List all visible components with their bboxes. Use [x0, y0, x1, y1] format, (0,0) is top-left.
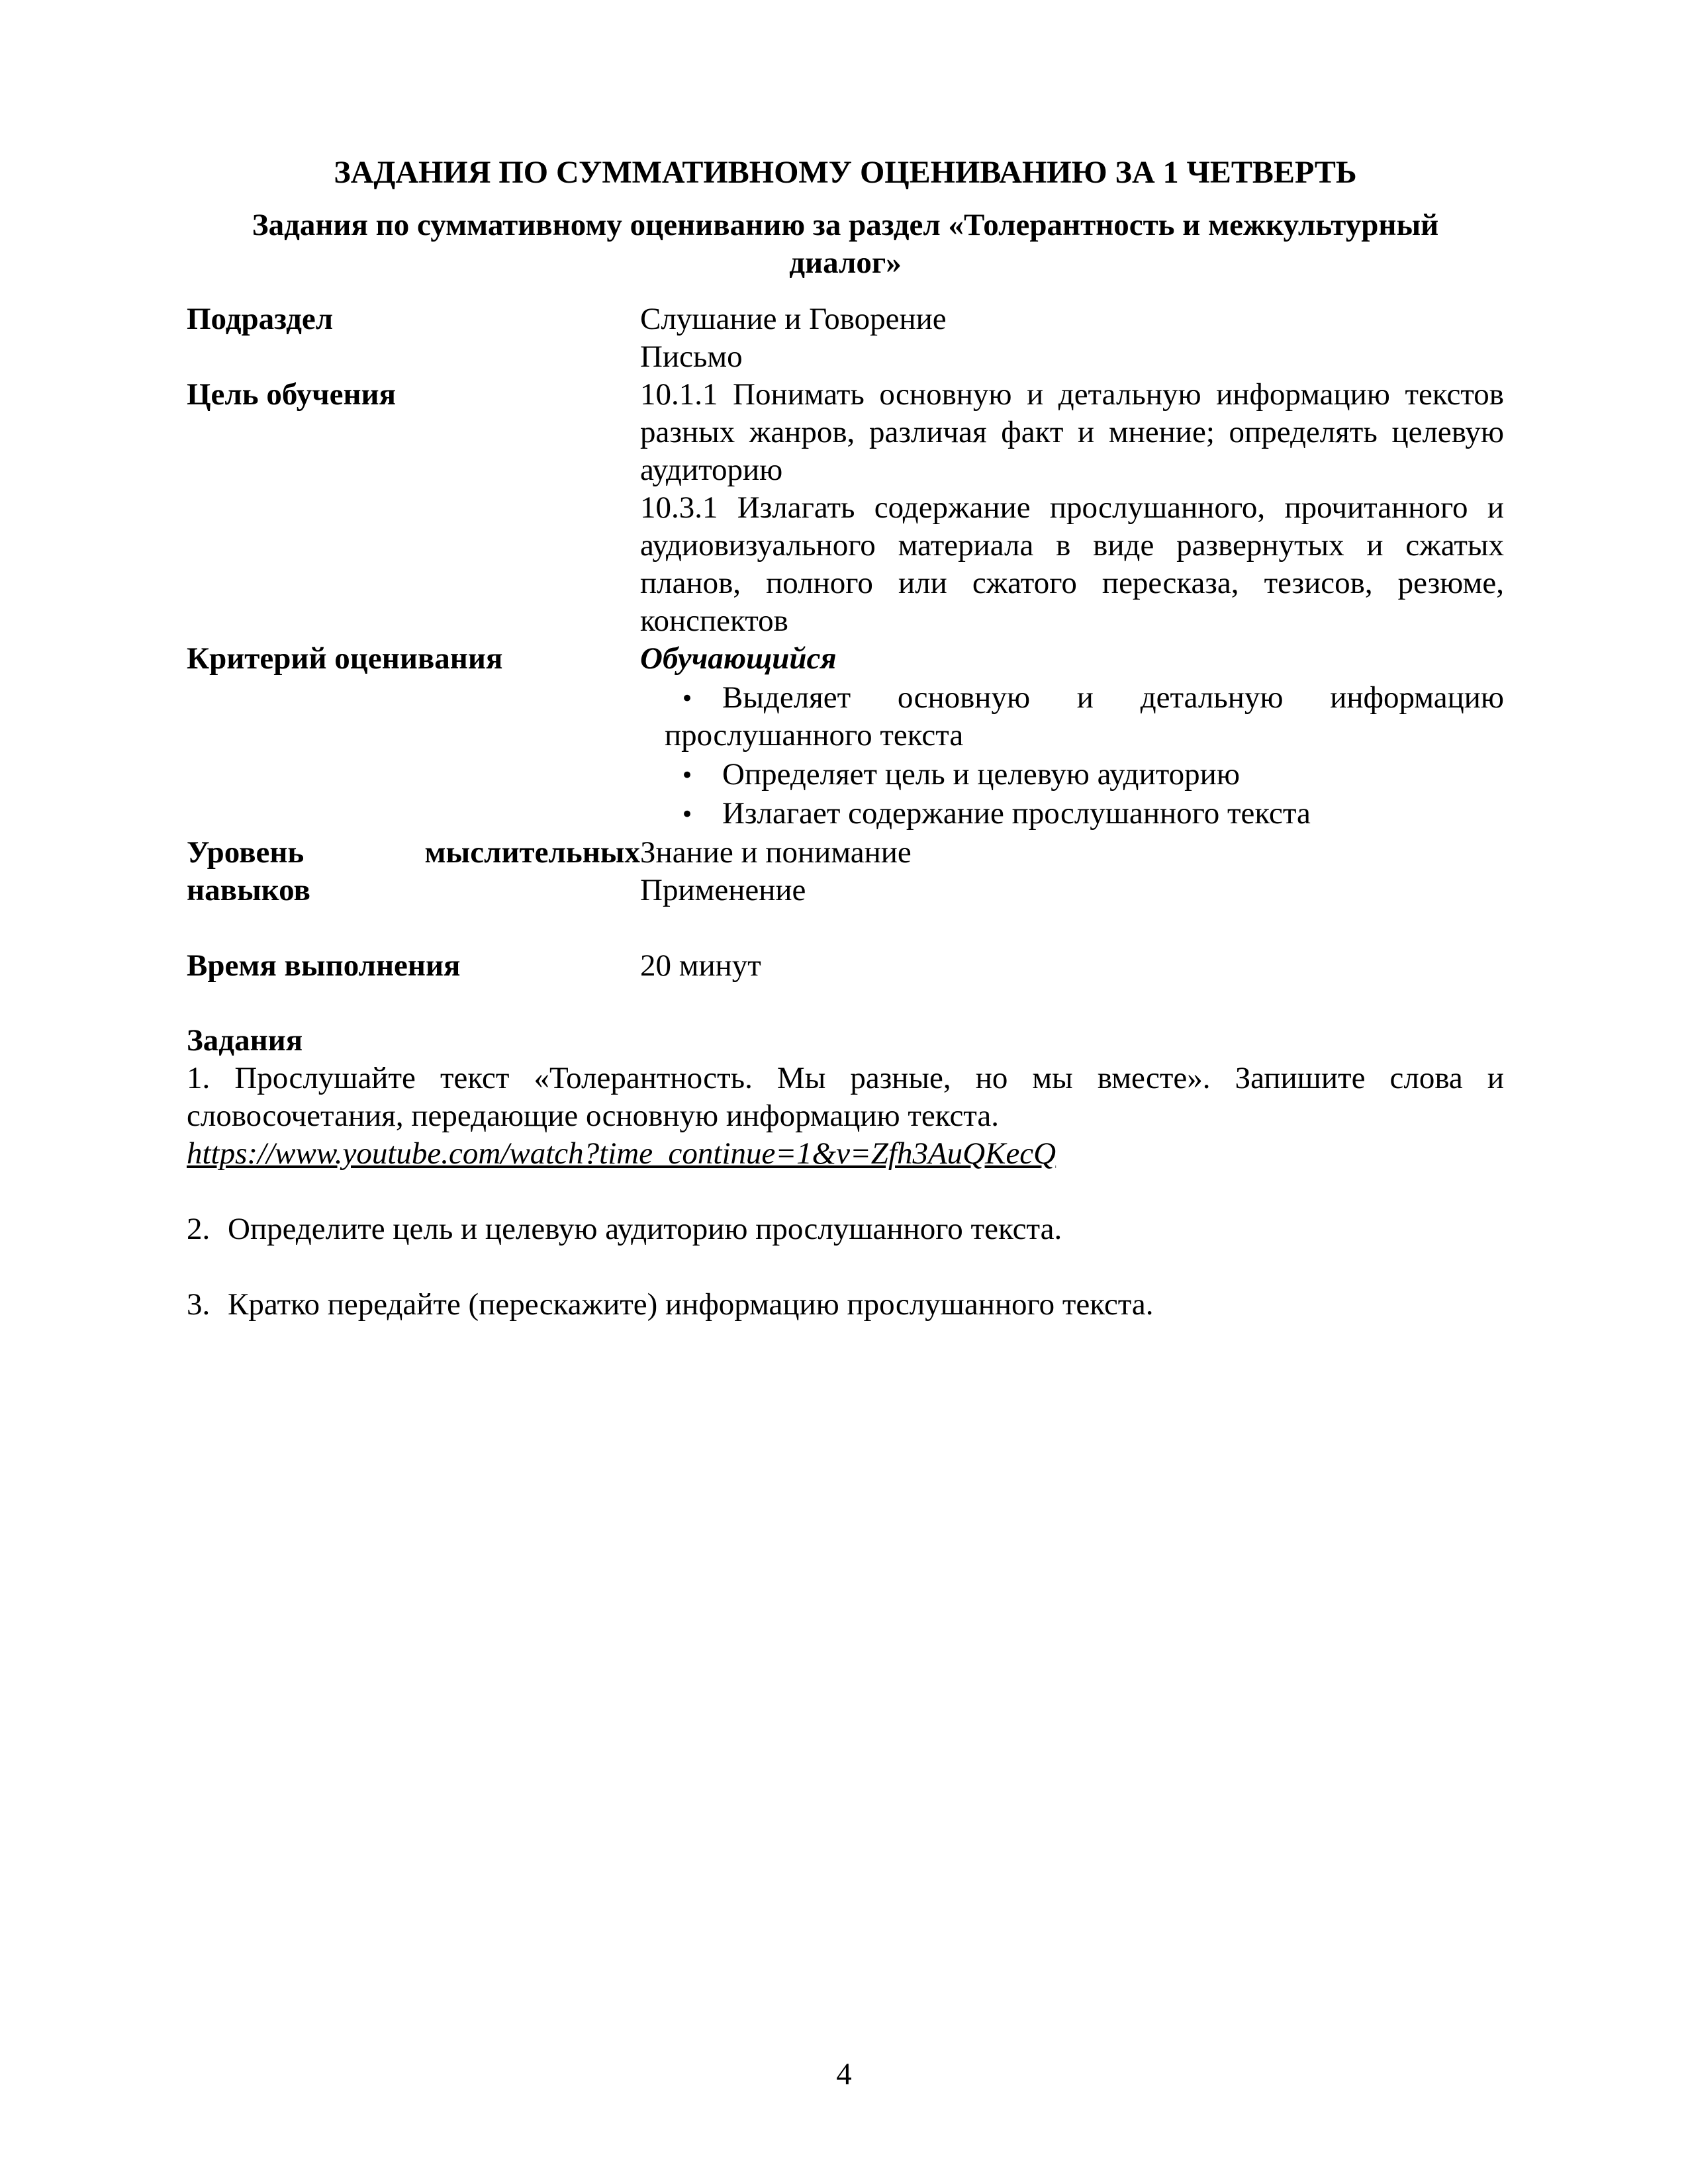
row-subsection	[187, 300, 1504, 376]
label-subsection: Подраздел	[187, 302, 334, 336]
value-thinking-level	[640, 834, 1504, 909]
value-learning-goal	[640, 376, 1504, 640]
subsection-value-1: Слушание и Говорение	[640, 302, 947, 336]
thinking-level-label-line1: Уровень мыслительных	[187, 835, 640, 870]
page-number: 4	[836, 2057, 852, 2091]
task-1-link[interactable]: https://www.youtube.com/watch?time_continue=1&v=Zfh3AuQKecQ	[187, 1136, 1056, 1171]
thinking-level-label-line2: навыков	[187, 873, 310, 907]
value-criteria	[640, 640, 1504, 834]
task-3	[187, 1286, 1504, 1324]
row-time	[187, 947, 1504, 985]
criteria-list	[640, 679, 1504, 833]
label-criteria: Критерий оценивания	[187, 641, 503, 676]
table-spacer	[187, 909, 1504, 947]
task-1-text: 1. Прослушайте текст «Толерантность. Мы разные, но мы вместе». Запишите слова и словосочетания, передающие основную информацию текста.	[187, 1061, 1504, 1133]
thinking-level-1: Знание и понимание	[640, 835, 912, 870]
thinking-level-2: Применение	[640, 873, 806, 907]
criteria-item: Выделяет основную и детальную информацию прослушанного текста	[665, 680, 1504, 752]
value-subsection	[640, 300, 1504, 376]
row-thinking-level	[187, 834, 1504, 909]
label-learning-goal: Цель обучения	[187, 377, 397, 412]
row-learning-goal	[187, 376, 1504, 640]
learning-goal-1: 10.1.1 Понимать основную и детальную информацию текстов разных жанров, различая факт и мнение; определять целевую аудиторию	[640, 377, 1504, 487]
task-3-number: 3.	[187, 1287, 211, 1322]
document-page	[187, 154, 1504, 1324]
task-3-text: Кратко передайте (перескажите) информацию прослушанного текста.	[228, 1287, 1154, 1322]
label-thinking-level	[187, 834, 640, 909]
criteria-item: Определяет цель и целевую аудиторию	[722, 757, 1240, 792]
task-2-text: Определите цель и целевую аудиторию прослушанного текста.	[228, 1212, 1062, 1246]
criteria-heading: Обучающийся	[640, 641, 837, 676]
task-2	[187, 1210, 1504, 1248]
row-criteria	[187, 640, 1504, 834]
task-1	[187, 1060, 1504, 1173]
criteria-item: Излагает содержание прослушанного текста	[722, 796, 1311, 831]
value-time: 20 минут	[640, 948, 761, 983]
label-time: Время выполнения	[187, 948, 461, 983]
document-title: ЗАДАНИЯ ПО СУММАТИВНОМУ ОЦЕНИВАНИЮ ЗА 1 ЧЕТВЕРТЬ	[334, 155, 1357, 190]
task-2-number: 2.	[187, 1212, 211, 1246]
tasks-heading: Задания	[187, 1023, 303, 1058]
assessment-info-table	[187, 300, 1504, 985]
document-subtitle: Задания по суммативному оцениванию за раздел «Толерантность и межкультурный диалог»	[252, 208, 1439, 280]
learning-goal-2: 10.3.1 Излагать содержание прослушанного, прочитанного и аудиовизуального материала в виде развернутых и сжатых планов, полного или сжатого пересказа, тезисов, резюме, конспектов	[640, 490, 1504, 638]
subsection-value-2: Письмо	[640, 340, 743, 374]
